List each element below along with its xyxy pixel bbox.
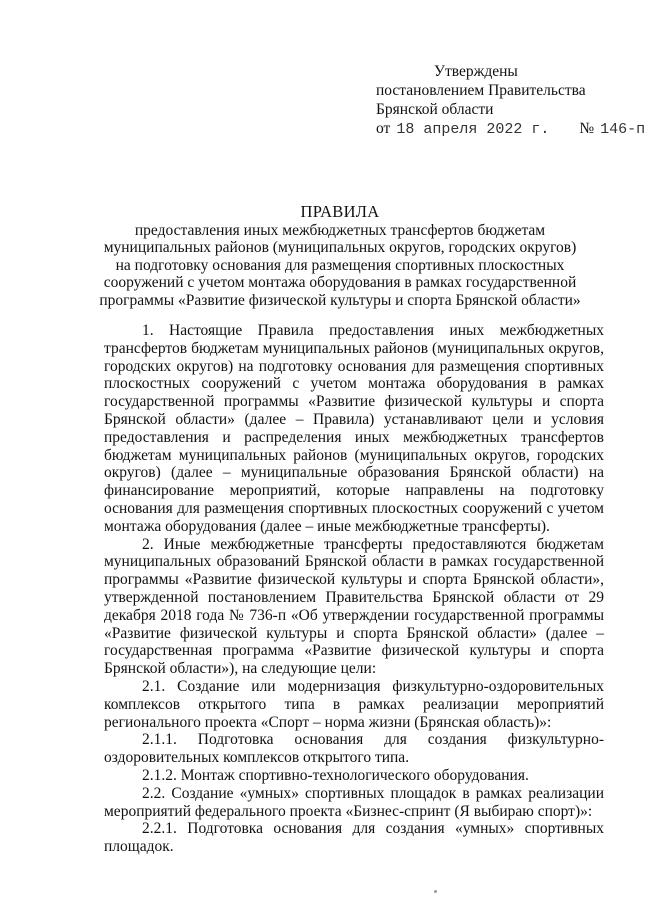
approval-block (376, 62, 645, 139)
approval-line-approved: Утверждены (434, 63, 518, 80)
title-line: на подготовку основания для размещения спортивных плоскостных (115, 256, 565, 274)
approval-from-label: от (376, 120, 391, 137)
approval-date-line (376, 119, 645, 139)
paragraph-2-2: 2.2. Создание «умных» спортивных площадок в рамках реализации мероприятий федерального проекта «Бизнес-спринт (Я выбираю спорт)»: (104, 784, 604, 820)
document-body (104, 322, 604, 856)
paragraph-2-1-1: 2.1.1. Подготовка основания для создания физкультурно-оздоровительных комплексов открытого типа. (104, 731, 604, 767)
approval-line-resolution: постановлением Правительства (376, 82, 586, 99)
scan-speck (434, 890, 437, 893)
approval-line-region: Брянской области (376, 101, 494, 118)
title-line: программы «Развитие физической культуры и спорта Брянской области» (99, 291, 581, 309)
title-line: муниципальных районов (муниципальных округов, городских округов) (103, 239, 577, 256)
paragraph-2: 2. Иные межбюджетные трансферты предоставляются бюджетам муниципальных образований Брянской области в рамках государственной программы «Развитие физической культуры и спорта Брянской области», утвержденной постановлением Правительства Брянской области от 29 декабря 2018 года № 736-п «Об утверждении государственной программы «Развитие физической культуры и спорта Брянской области» (далее – государственная программа «Развитие физической культуры и спорта Брянской области»), на следующие цели: (104, 535, 604, 678)
paragraph-2-1-2: 2.1.2. Монтаж спортивно-технологического оборудования. (142, 766, 529, 784)
paragraph-1: 1. Настоящие Правила предоставления иных межбюджетных трансфертов бюджетам муниципальных районов (муниципальных округов, городских округов) на подготовку основания для размещения спортивных плоскостных сооружений с учетом монтажа оборудования в рамках государственной программы «Развитие физической культуры и спорта Брянской области» (далее – Правила) устанавливают цели и условия предоставления и распределения иных межбюджетных трансфертов бюджетам муниципальных районов (муниципальных округов, городских округов) (далее – муниципальные образования Брянской области) на финансирование мероприятий, которые направлены на подготовку основания для размещения спортивных плоскостных сооружений с учетом монтажа оборудования (далее – иные межбюджетные трансферты). (104, 322, 604, 535)
paragraph-2-2-1: 2.2.1. Подготовка основания для создания «умных» спортивных площадок. (104, 820, 604, 856)
title-line: сооружений с учетом монтажа оборудования в рамках государственной (103, 274, 577, 291)
document-heading: ПРАВИЛА (300, 202, 380, 221)
title-line: предоставления иных межбюджетных трансфертов бюджетам (134, 221, 546, 239)
approval-date-value: 18 апреля 2022 г. (396, 121, 550, 138)
paragraph-2-1: 2.1. Создание или модернизация физкультурно-оздоровительных комплексов открытого типа в рамках реализации мероприятий регионального проекта «Спорт – норма жизни (Брянская область)»: (104, 677, 604, 731)
approval-number-label: № (579, 120, 595, 137)
approval-number-value: 146-п (600, 121, 645, 138)
document-title-block (60, 203, 620, 309)
